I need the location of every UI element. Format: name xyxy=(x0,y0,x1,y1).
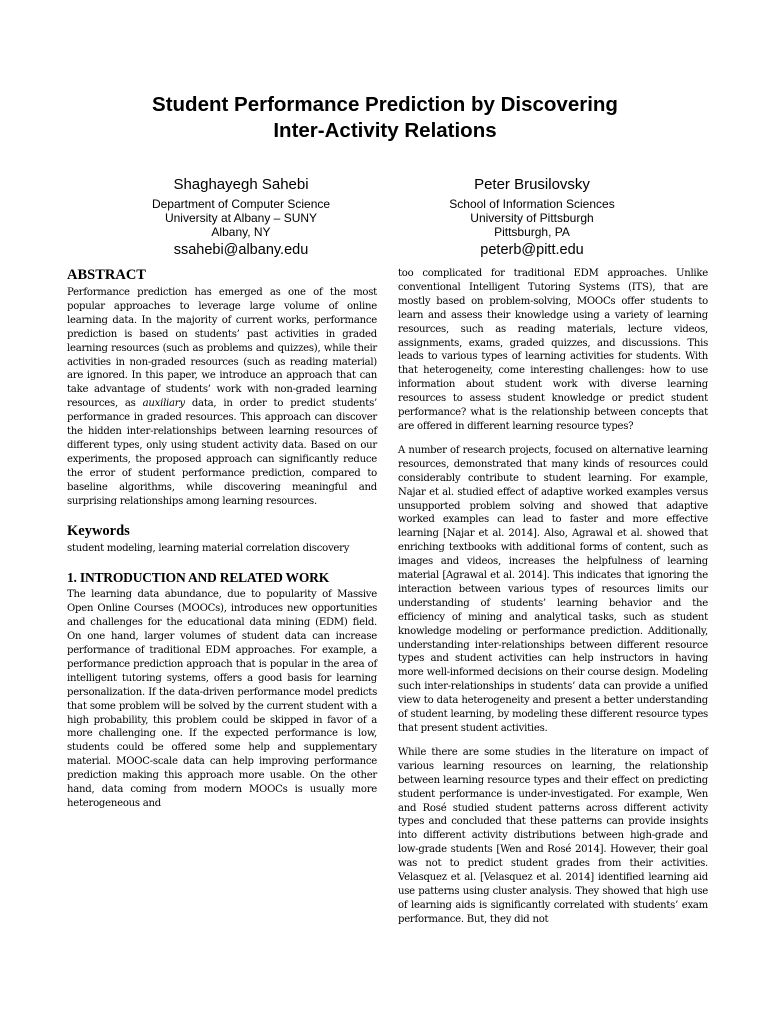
author-block-1 xyxy=(91,175,391,260)
abstract-text-part-2: data, in order to predict students’ performance in graded resources. This approach can discover the hidden inter-relationships between learning resources of different types, only using student activity data. Based on our experiments, the proposed approach can significantly reduce the error of student performance prediction, compared to baseline algorithms, while discovering meaningful and surprising relationships among learning resources. xyxy=(67,398,377,507)
introduction-heading: 1. INTRODUCTION AND RELATED WORK xyxy=(67,570,330,586)
author-institution: University of Pittsburgh xyxy=(470,211,594,225)
left-column xyxy=(67,267,377,821)
author-email: ssahebi@albany.edu xyxy=(173,242,309,258)
author-location: Pittsburgh, PA xyxy=(494,225,570,239)
author-email: peterb@pitt.edu xyxy=(480,242,584,258)
author-institution: University at Albany – SUNY xyxy=(164,211,318,225)
title-line-1: Student Performance Prediction by Discovering xyxy=(152,93,618,116)
paper-title xyxy=(60,92,710,144)
introduction-paragraph-1: The learning data abundance, due to popularity of Massive Open Online Courses (MOOCs), introduces new opportunities and challenges for the educational data mining (EDM) field. On one hand, larger volumes of student data can increase performance of traditional EDM approaches. For example, a performance prediction approach that is popular in the area of intelligent tutoring systems, offers a good basis for learning personalization. If the data-driven performance model predicts that some problem will be solved by the current student with a high probability, this problem could be skipped in favor of a more challenging one. If the expected performance is low, students could be offered some help and supplementary material. MOOC-scale data can help improving performance prediction making this approach more usable. On the other hand, data coming from modern MOOCs is usually more heterogeneous and xyxy=(67,589,377,809)
title-line-2: Inter-Activity Relations xyxy=(273,119,497,142)
abstract-text xyxy=(67,286,377,509)
author-name: Shaghayegh Sahebi xyxy=(173,176,309,193)
author-department: School of Information Sciences xyxy=(449,197,615,211)
abstract-heading: ABSTRACT xyxy=(67,267,146,283)
author-department: Department of Computer Science xyxy=(151,197,331,211)
abstract-text-italic: auxiliary xyxy=(142,398,185,410)
author-name: Peter Brusilovsky xyxy=(474,176,590,193)
keywords-text: student modeling, learning material correlation discovery xyxy=(67,542,350,554)
keywords-heading: Keywords xyxy=(67,522,130,539)
introduction-paragraph-2: A number of research projects, focused on alternative learning resources, demonstrated that many kinds of resources could considerably contribute to student learning. For example, Najar et al. studied effect of adaptive worked examples versus unsupported problem solving and showed that adaptive worked examples can lead to faster and more effective learning [Najar et al. 2014]. Also, Agrawal et al. showed that enriching textbooks with additional forms of content, such as images and videos, increases the helpfulness of learning material [Agrawal et al. 2014]. This indicates that ignoring the interaction between various types of resources limits our understanding of students’ learning behavior and the efficiency of mining and analytical tasks, such as student knowledge modeling or performance prediction. Additionally, understanding inter-relationships between different resource types and student activities can help instructors in having more well-informed decisions on their course design. Modeling such inter-relationships in students’ data can provide a unified view to data heterogeneity and present a better understanding of student learning, by modeling these different resource types that present student activities. xyxy=(398,444,708,734)
abstract-text-part-1: Performance prediction has emerged as one of the most popular approaches to leverage large volume of online learning data. In the majority of current works, performance prediction is based on students’ past activities in graded learning resources (such as problems and quizzes), while their activities in non-graded resources (such as reading material) are ignored. In this paper, we introduce an approach that can take advantage of students’ work with non-graded learning resources, as xyxy=(67,287,377,410)
introduction-paragraph-continued: too complicated for traditional EDM approaches. Unlike conventional Intelligent Tutoring Systems (ITS), that are mostly based on problem-solving, MOOCs offer students to learn and assess their knowledge using a variety of learning resources, such as reading materials, lecture videos, assignments, exams, graded quizzes, and discussions. This leads to various types of learning activities for students. With that heterogeneity, come interesting challenges: how to use information about student work with diverse learning resources to assess student knowledge or predict student performance? what is the relationship between concepts that are offered in different learning resource types? xyxy=(398,268,708,432)
author-location: Albany, NY xyxy=(211,225,271,239)
introduction-paragraph-3: While there are some studies in the literature on impact of various learning resources on learning, the relationship between learning resource types and their effect on predicting student performance is under-investigated. For example, Wen and Rosé studied student patterns across different activity types and concluded that these patterns can provide insights into different activity distributions between high-grade and low-grade students [Wen and Rosé 2014]. However, their goal was not to predict student grades from their activities. Velasquez et al. [Velasquez et al. 2014] identified learning aid use patterns using cluster analysis. They showed that high use of learning aids is significantly correlated with students’ exam performance. But, they did not xyxy=(398,746,708,925)
author-block-2 xyxy=(382,175,682,260)
right-column xyxy=(398,267,708,937)
